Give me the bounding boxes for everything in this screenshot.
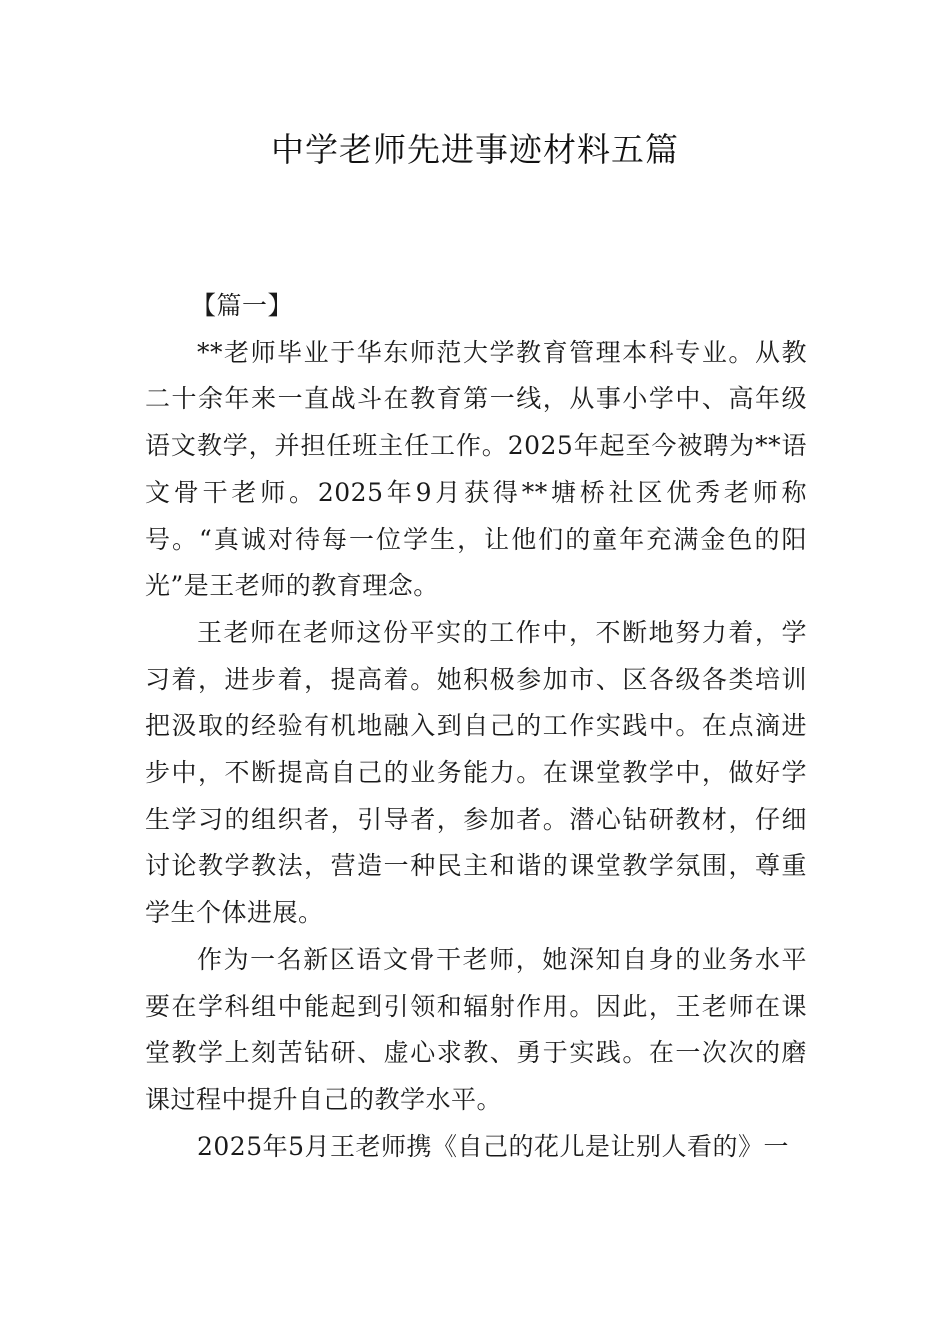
document-title: 中学老师先进事迹材料五篇: [271, 130, 679, 169]
section-label: 【篇一】: [191, 291, 294, 320]
paragraph-3: 作为一名新区语文骨干老师，她深知自身的业务水平要在学科组中能起到引领和辐射作用。因此，王老师在课堂教学上刻苦钻研、虚心求教、勇于实践。在一次次的磨课过程中提升自己的教学水平。: [145, 944, 807, 1114]
document-body: [145, 283, 807, 1170]
paragraph-1: **老师毕业于华东师范大学教育管理本科专业。从教二十余年来一直战斗在教育第一线，从事小学中、高年级语文教学，并担任班主任工作。2025年起至今被聘为**语文骨干老师。2025年9月获得**塘桥社区优秀老师称号。“真诚对待每一位学生，让他们的童年充满金色的阳光”是王老师的教育理念。: [145, 337, 807, 601]
paragraph-4: 2025年5月王老师携《自己的花儿是让别人看的》一: [197, 1131, 790, 1161]
paragraph-2: 王老师在老师这份平实的工作中，不断地努力着，学习着，进步着，提高着。她积极参加市、区各级各类培训把汲取的经验有机地融入到自己的工作实践中。在点滴进步中，不断提高自己的业务能力。在课堂教学中，做好学生学习的组织者，引导者，参加者。潜心钻研教材，仔细讨论教学教法，营造一种民主和谐的课堂教学氛围，尊重学生个体进展。: [145, 617, 807, 928]
